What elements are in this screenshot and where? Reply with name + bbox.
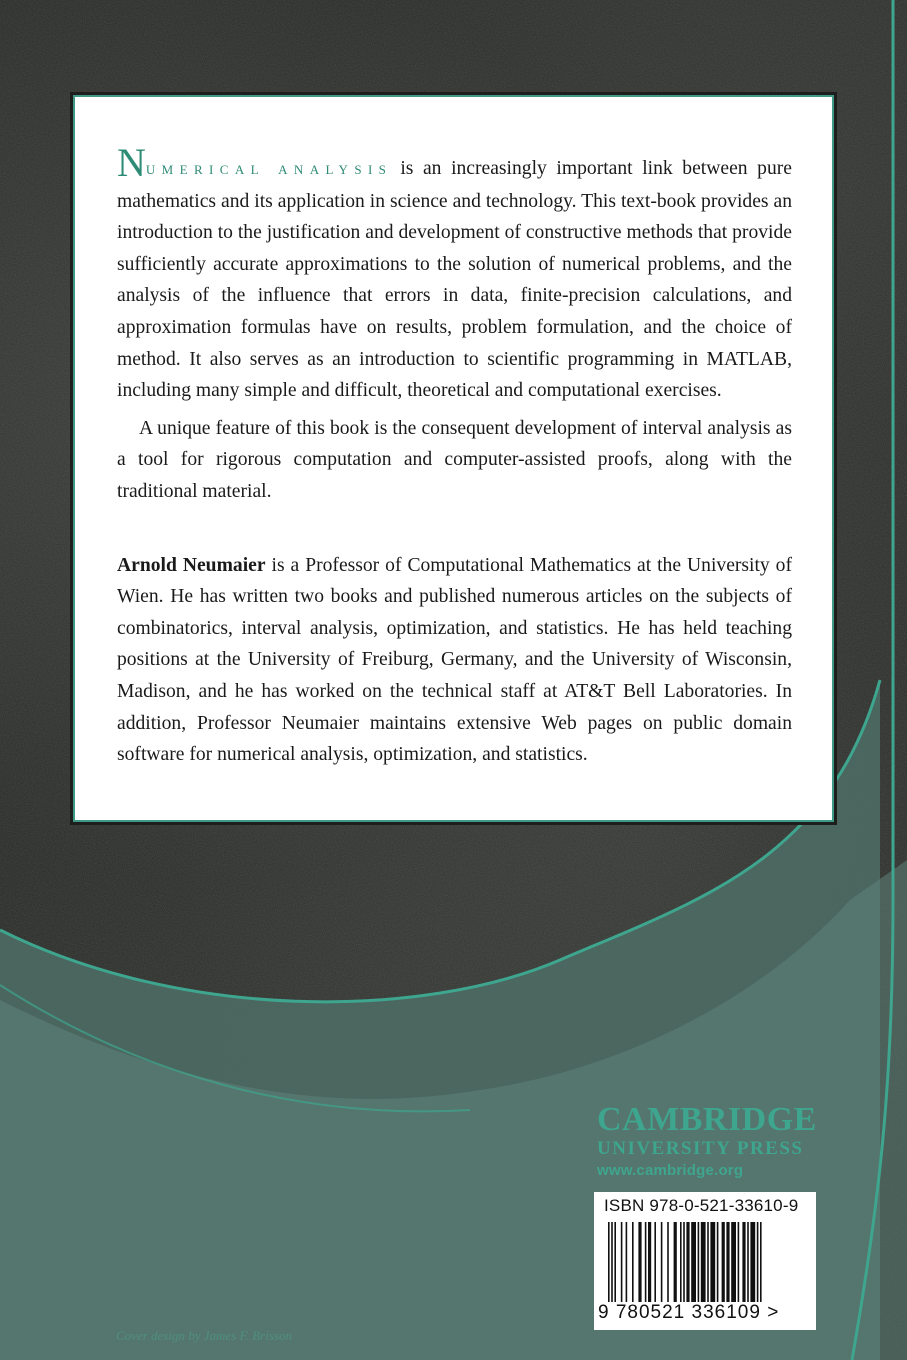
- description-paragraph-1: [117, 140, 792, 407]
- barcode-box: [594, 1192, 816, 1330]
- isbn-label: ISBN 978-0-521-33610-9: [604, 1196, 799, 1215]
- barcode-bar: [645, 1222, 647, 1304]
- barcode-bar: [680, 1222, 682, 1304]
- barcode-bar: [750, 1222, 755, 1304]
- title-smallcaps: UMERICAL ANALYSIS: [145, 162, 393, 177]
- publisher-name: CAMBRIDGE: [597, 1101, 817, 1138]
- barcode-icon: [600, 1222, 810, 1304]
- barcode-bar: [648, 1222, 651, 1304]
- barcode-bar: [747, 1222, 749, 1304]
- barcode-bar: [738, 1222, 740, 1304]
- cover-design-credit: Cover design by James F. Brisson: [116, 1328, 292, 1343]
- barcode-bar: [701, 1222, 706, 1304]
- blurb-box: [73, 95, 834, 822]
- author-name: Arnold Neumaier: [117, 554, 266, 576]
- description-paragraph-2: A unique feature of this book is the consequent development of interval analysis as a tool for rigorous computation and computer-assisted proofs, along with the traditional material.: [117, 417, 792, 502]
- publisher-url: www.cambridge.org: [597, 1161, 744, 1179]
- barcode-bar: [667, 1222, 669, 1304]
- barcode-bar: [710, 1222, 715, 1304]
- author-paragraph: [117, 550, 792, 771]
- author-bio: is a Professor of Computational Mathematics at the University of Wien. He has written two books and published numerous articles on the subjects of combinatorics, interval analysis, optimization, and statistics. He has held teaching positions at the University of Freiburg, Germany, and the University of Wisconsin, Madison, and he has worked on the technical staff at AT&T Bell Laboratories. In addition, Professor Neumaier maintains extensive Web pages on public domain software for numerical analysis, optimization, and statistics.: [117, 554, 793, 766]
- barcode-bar: [686, 1222, 689, 1304]
- barcode-bar: [731, 1222, 736, 1304]
- barcode-bar: [683, 1222, 685, 1304]
- barcode-bar: [661, 1222, 663, 1304]
- barcode-bar: [707, 1222, 709, 1304]
- barcode-bar: [757, 1222, 759, 1304]
- barcode-bar: [614, 1222, 616, 1304]
- barcode-bar: [691, 1222, 696, 1304]
- barcode-bar: [611, 1222, 613, 1304]
- barcode-bar: [674, 1222, 677, 1304]
- barcode-bar: [760, 1222, 762, 1304]
- barcode-bar: [698, 1222, 700, 1304]
- publisher-logo: [597, 1103, 837, 1179]
- barcode-bar: [632, 1222, 634, 1304]
- barcode-bar: [717, 1222, 719, 1304]
- barcode-bar: [608, 1222, 610, 1304]
- publisher-press: UNIVERSITY PRESS: [597, 1138, 804, 1159]
- dropcap: N: [117, 140, 146, 185]
- barcode-bar: [726, 1222, 729, 1304]
- barcode-bar: [742, 1222, 745, 1304]
- barcode-bar: [722, 1222, 725, 1304]
- description-text-1: is an increasingly important link between pure mathematics and its application in science and technology. This text-book provides an introduction to the justification and development of constructive methods that provide sufficiently accurate approximations to the solution of numerical problems, and the analysis of the influence that errors in data, finite-precision calculations, and approximation formulas have on results, problem formulation, and the choice of method. It also serves as an introduction to scientific programming in MATLAB, including many simple and difficult, theoretical and computational exercises.: [117, 158, 792, 402]
- barcode-bar: [621, 1222, 623, 1304]
- barcode-bar: [626, 1222, 628, 1304]
- ean-number: 9 780521 336109 >: [598, 1302, 780, 1323]
- barcode-bar: [638, 1222, 641, 1304]
- barcode-bar: [654, 1222, 656, 1304]
